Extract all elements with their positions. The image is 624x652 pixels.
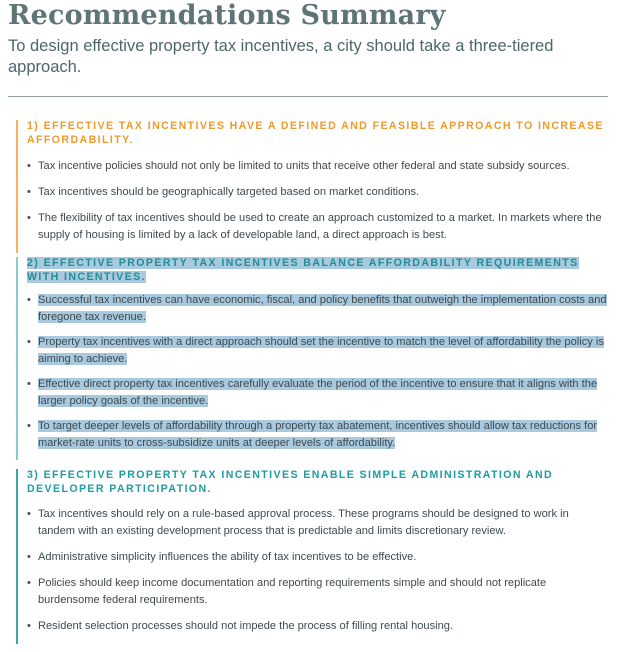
list-item: • Tax incentives should rely on a rule-based approval process. These programs should be designed to work in tandem with an existing development process that is predictable and limits discretionary review. xyxy=(27,506,608,540)
bullet-list xyxy=(16,292,608,452)
page-title: Recommendations Summary xyxy=(8,0,446,31)
list-item: • Tax incentives should be geographically targeted based on market conditions. xyxy=(27,184,608,201)
section-1 xyxy=(16,120,608,253)
list-item: • Policies should keep income documentation and reporting requirements simple and should not replicate burdensome federal requirements. xyxy=(27,575,608,609)
text-selection[interactable]: 2) EFFECTIVE PROPERTY TAX INCENTIVES BALANCE AFFORDABILITY REQUIREMENTS WITH INCENTIVES. xyxy=(27,257,579,283)
page-subtitle: To design effective property tax incentives, a city should take a three-tiered approach. xyxy=(8,37,554,76)
section-heading: 1) EFFECTIVE TAX INCENTIVES HAVE A DEFINED AND FEASIBLE APPROACH TO INCREASE AFFORDABILITY. xyxy=(27,120,604,146)
section-3 xyxy=(16,469,608,644)
text-selection[interactable]: Property tax incentives with a direct approach should set the incentive to match the level of affordability the policy is aiming to achieve. xyxy=(38,336,604,365)
bullet-list xyxy=(16,158,608,244)
title-divider xyxy=(8,96,608,97)
bullet-list xyxy=(16,506,608,635)
section-accent-bar xyxy=(16,257,18,460)
section-heading[interactable] xyxy=(27,257,608,284)
list-item[interactable] xyxy=(27,376,608,410)
section-accent-bar xyxy=(16,469,18,644)
list-item: • Tax incentive policies should not only be limited to units that receive other federal and state subsidy sources. xyxy=(27,158,608,175)
list-item: • Resident selection processes should not impede the process of filling rental housing. xyxy=(27,618,608,635)
section-2 xyxy=(16,257,608,460)
list-item[interactable] xyxy=(27,418,608,452)
list-item: • Administrative simplicity influences the ability of tax incentives to be effective. xyxy=(27,549,608,566)
text-selection[interactable]: Effective direct property tax incentives carefully evaluate the period of the incentive to ensure that it aligns with the larger policy goals of the incentive. xyxy=(38,378,598,407)
section-accent-bar xyxy=(16,120,18,253)
text-selection[interactable]: Successful tax incentives can have economic, fiscal, and policy benefits that outweigh the implementation costs and foregone tax revenue. xyxy=(38,294,607,323)
list-item[interactable] xyxy=(27,292,608,326)
text-selection[interactable]: To target deeper levels of affordability through a property tax abatement, incentives should allow tax reductions for market-rate units to cross-subsidize units at deeper levels of affordability. xyxy=(38,420,598,449)
list-item[interactable] xyxy=(27,334,608,368)
list-item: • The flexibility of tax incentives should be used to create an approach customized to a market. In markets where the supply of housing is limited by a lack of developable land, a direct approach is best. xyxy=(27,210,608,244)
section-heading: 3) EFFECTIVE PROPERTY TAX INCENTIVES ENABLE SIMPLE ADMINISTRATION AND DEVELOPER PARTICIPATION. xyxy=(27,469,554,495)
